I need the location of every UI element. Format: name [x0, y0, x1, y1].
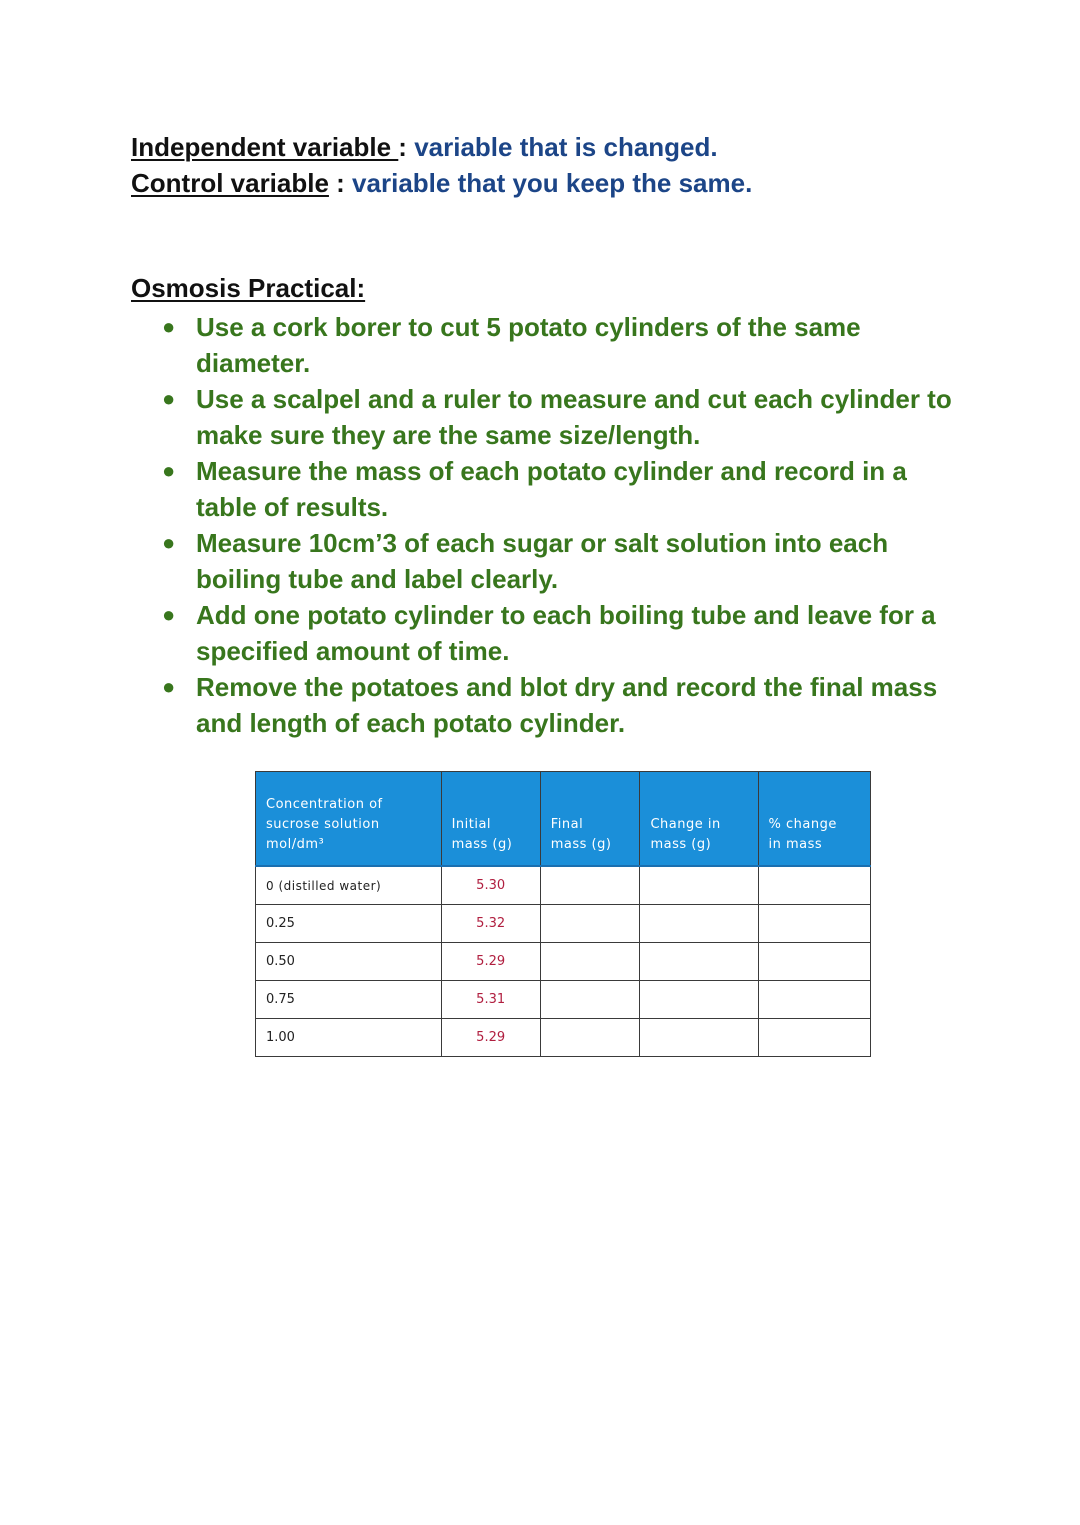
cell-concentration: 1.00	[256, 1019, 442, 1057]
cell-initial-mass: 5.32	[441, 905, 540, 943]
section-title: Osmosis Practical:	[131, 273, 366, 303]
header-line: % change	[768, 817, 837, 832]
table-row	[256, 866, 871, 905]
list-item	[160, 453, 960, 525]
definition-colon: :	[398, 132, 407, 162]
definitions	[131, 129, 752, 201]
definition-colon: :	[328, 168, 345, 198]
cell-change-in-mass	[640, 905, 758, 943]
cell-initial-mass: 5.29	[441, 1019, 540, 1057]
header-initial-mass	[441, 772, 540, 867]
cell-final-mass	[540, 905, 640, 943]
definition-term: Independent variable	[131, 132, 399, 162]
header-line: Concentration of	[266, 797, 383, 812]
cell-concentration: 0.50	[256, 943, 442, 981]
header-line: mass (g)	[451, 837, 513, 852]
cell-percent-change	[758, 981, 870, 1019]
cell-change-in-mass	[640, 981, 758, 1019]
header-percent-change	[758, 772, 870, 867]
bullet-icon: ●	[162, 602, 176, 627]
cell-percent-change	[758, 943, 870, 981]
header-concentration	[256, 772, 442, 867]
bullet-icon: ●	[162, 386, 176, 411]
list-item	[160, 525, 960, 597]
cell-change-in-mass	[640, 943, 758, 981]
step-text: Add one potato cylinder to each boiling tube and leave for a specified amount of time.	[196, 600, 936, 666]
table-row	[256, 905, 871, 943]
header-final-mass	[540, 772, 640, 867]
table-row	[256, 1019, 871, 1057]
cell-initial-mass: 5.31	[441, 981, 540, 1019]
bullet-icon: ●	[162, 674, 176, 699]
cell-change-in-mass	[640, 866, 758, 905]
header-line: Initial	[451, 817, 492, 832]
cell-initial-mass: 5.29	[441, 943, 540, 981]
cell-final-mass	[540, 943, 640, 981]
step-text: Measure the mass of each potato cylinder and record in a table of results.	[196, 456, 907, 522]
definition-term: Control variable	[131, 168, 329, 198]
bullet-icon: ●	[162, 314, 176, 339]
definition-independent	[131, 129, 752, 165]
step-text: Use a cork borer to cut 5 potato cylinders of the same diameter.	[196, 312, 861, 378]
cell-final-mass	[540, 1019, 640, 1057]
cell-change-in-mass	[640, 1019, 758, 1057]
definition-text: variable that you keep the same.	[344, 168, 753, 198]
header-line: mass (g)	[650, 837, 712, 852]
cell-percent-change	[758, 866, 870, 905]
table-row	[256, 943, 871, 981]
cell-final-mass	[540, 866, 640, 905]
bullet-icon: ●	[162, 458, 176, 483]
header-line: sucrose solution	[266, 817, 380, 832]
table-header-row	[256, 772, 871, 867]
cell-concentration: 0.25	[256, 905, 442, 943]
list-item	[160, 309, 960, 381]
cell-initial-mass: 5.30	[441, 866, 540, 905]
step-text: Measure 10cm’3 of each sugar or salt solution into each boiling tube and label clearly.	[196, 528, 889, 594]
results-table	[255, 771, 871, 1057]
definition-text: variable that is changed.	[406, 132, 718, 162]
header-change-in-mass	[640, 772, 758, 867]
header-line: Change in	[650, 817, 721, 832]
cell-final-mass	[540, 981, 640, 1019]
header-line: in mass	[768, 837, 823, 852]
list-item	[160, 669, 960, 741]
header-line: Final	[550, 817, 584, 832]
cell-percent-change	[758, 905, 870, 943]
header-line: mol/dm³	[266, 837, 325, 852]
cell-concentration: 0.75	[256, 981, 442, 1019]
cell-percent-change	[758, 1019, 870, 1057]
steps-list	[160, 309, 960, 741]
table-row	[256, 981, 871, 1019]
step-text: Use a scalpel and a ruler to measure and cut each cylinder to make sure they are the same size/length.	[196, 384, 952, 450]
step-text: Remove the potatoes and blot dry and record the final mass and length of each potato cylinder.	[196, 672, 938, 738]
definition-control	[131, 165, 752, 201]
cell-concentration: 0 (distilled water)	[256, 866, 442, 905]
bullet-icon: ●	[162, 530, 176, 555]
header-line: mass (g)	[550, 837, 612, 852]
list-item	[160, 597, 960, 669]
list-item	[160, 381, 960, 453]
